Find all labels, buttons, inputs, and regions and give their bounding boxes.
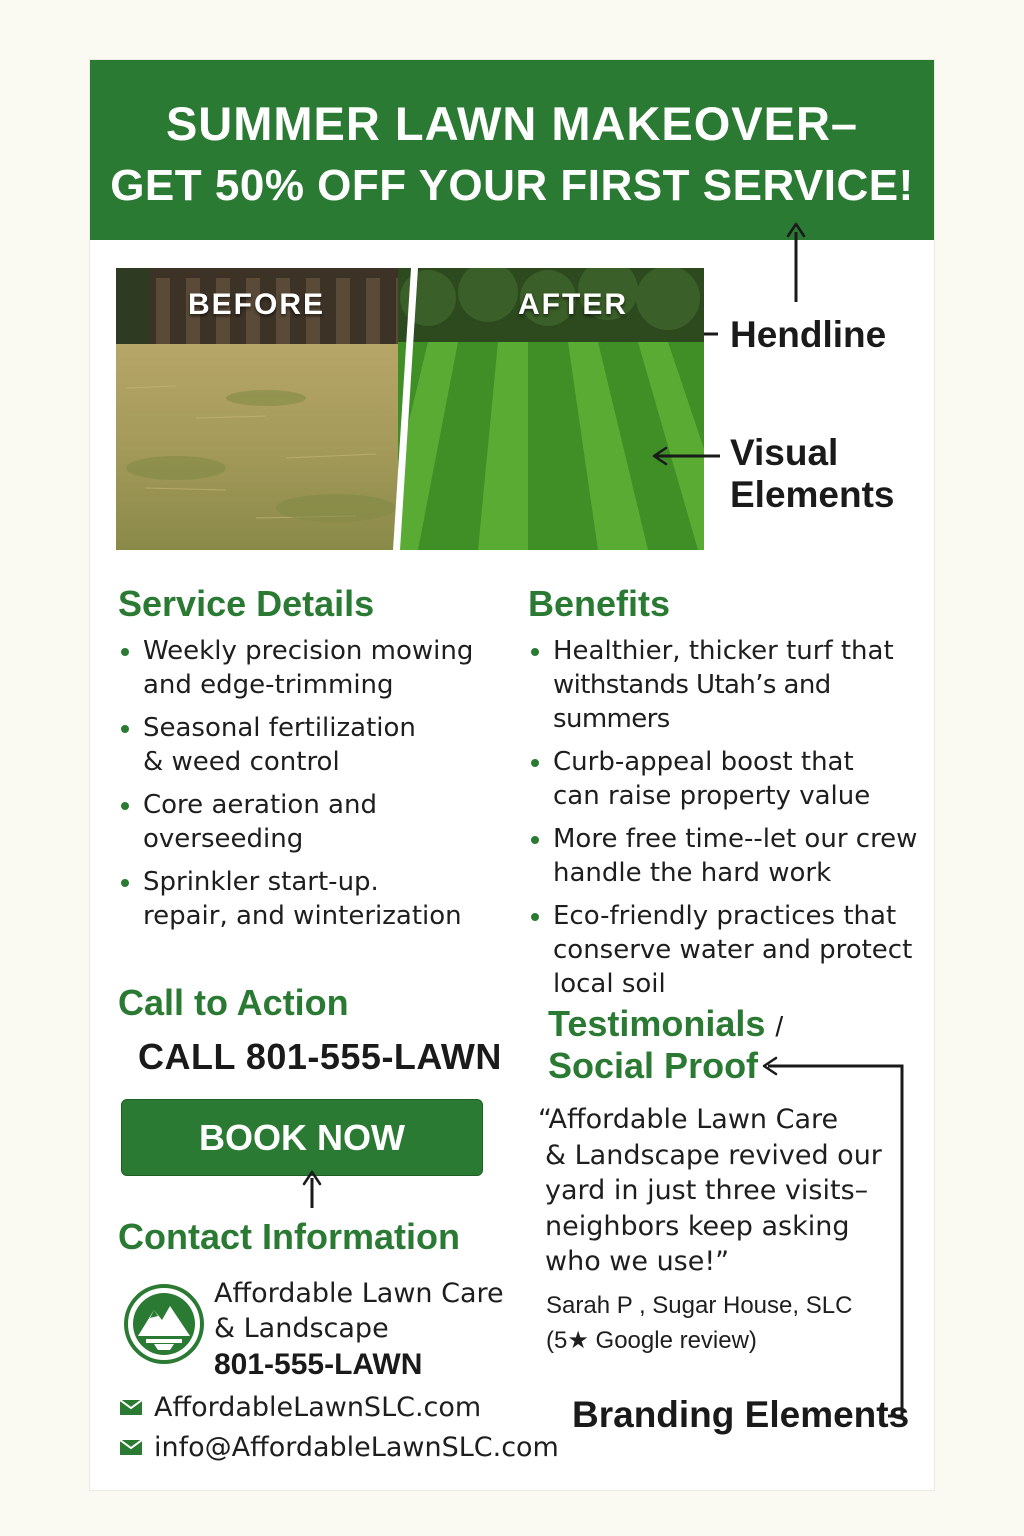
- email-link[interactable]: info@AffordableLawnSLC.com: [154, 1432, 559, 1463]
- testimonial-quote: “Affordable Lawn Care & Landscape revived our yard in just three visits– neighbors keep asking who we use!”: [538, 1104, 882, 1277]
- service-item: Sprinkler start-up. repair, and winterization: [118, 865, 498, 933]
- before-photo: [116, 268, 414, 550]
- benefit-item: Eco-friendly practices that conserve water and protect local soil: [528, 899, 928, 1001]
- annotation-visual-line2: Elements: [730, 474, 895, 515]
- benefit-item: More free time--let our crew handle the hard work: [528, 822, 928, 890]
- testimonial-reviewer: Sarah P , Sugar House, SLC (5★ Google review): [546, 1292, 853, 1354]
- benefits-heading: Benefits: [528, 583, 671, 624]
- website-link[interactable]: AffordableLawnSLC.com: [154, 1392, 482, 1423]
- annotation-headline: Hendline: [730, 314, 887, 355]
- cta-heading: Call to Action: [118, 982, 349, 1023]
- service-item: Core aeration and overseeding: [118, 788, 498, 856]
- website-row[interactable]: [120, 1392, 481, 1423]
- company-logo: [124, 1284, 204, 1364]
- headline-line2: GET 50% OFF YOUR FIRST SERVICE!: [110, 161, 914, 210]
- headline-banner: [90, 60, 934, 240]
- before-label: BEFORE: [188, 288, 326, 321]
- service-details-list: [118, 634, 498, 942]
- after-label: AFTER: [518, 288, 628, 321]
- service-item: Seasonal fertilization & weed control: [118, 711, 498, 779]
- envelope-icon: [120, 1440, 142, 1455]
- contact-phone[interactable]: 801-555-LAWN: [214, 1348, 423, 1381]
- email-row[interactable]: [120, 1432, 559, 1463]
- benefits-list: [528, 634, 928, 1010]
- after-photo: [398, 268, 704, 550]
- book-now-button[interactable]: BOOK NOW: [121, 1099, 483, 1176]
- business-name: Affordable Lawn Care & Landscape: [214, 1278, 504, 1344]
- envelope-icon: [120, 1400, 142, 1415]
- service-details-heading: Service Details: [118, 583, 375, 624]
- call-phone-text: CALL 801-555-LAWN: [138, 1036, 502, 1077]
- headline-line1: SUMMER LAWN MAKEOVER–: [165, 97, 859, 150]
- testimonials-heading-line1: Testimonials /: [548, 1003, 784, 1044]
- contact-heading: Contact Information: [118, 1216, 460, 1257]
- testimonials-heading-line2: Social Proof: [548, 1045, 759, 1086]
- service-item: Weekly precision mowing and edge-trimming: [118, 634, 498, 702]
- annotation-branding: Branding Elements: [572, 1394, 910, 1435]
- benefit-item: Curb-appeal boost that can raise property value: [528, 745, 928, 813]
- annotation-visual-line1: Visual: [730, 432, 839, 473]
- benefit-item: Healthier, thicker turf that withstands Utah’s and summers: [528, 634, 928, 736]
